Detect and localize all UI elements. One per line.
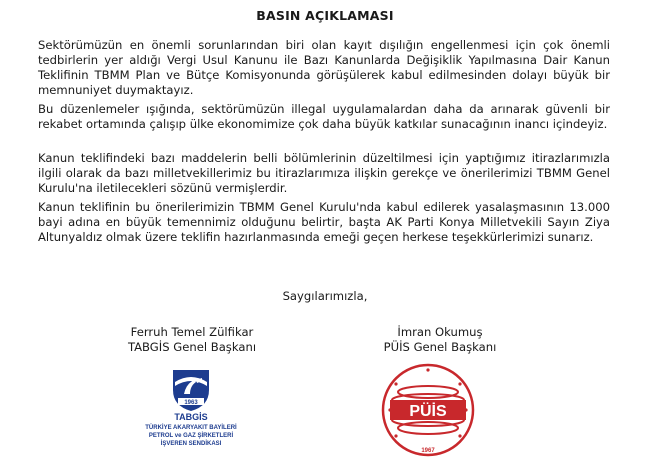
closing-salutation: Saygılarımızla, (282, 289, 368, 303)
paragraph-1: Sektörümüzün en önemli sorunlarından biri olan kayıt dışılığın engellenmesi için çok önemli tedbirlerin yer aldığı Vergi Usul Kanunu ile Bazı Kanunlarda Değişiklik Yapılmasına Dair Kanun Teklifinin TBMM Plan ve Bütçe Komisyonunda görüşülerek kabul edilmesinden dolayı büyük bir memnuniyet duymaktayız. (38, 38, 610, 97)
puis-year: 1967 (421, 448, 435, 454)
tabgis-emblem-icon (136, 368, 246, 412)
signatory-role: TABGİS Genel Başkanı (127, 340, 257, 354)
tabgis-logo (136, 368, 246, 458)
signatory-role: PÜİS Genel Başkanı (383, 340, 497, 354)
signature-block-left (72, 325, 312, 355)
tabgis-name: TABGİS (174, 412, 208, 422)
tabgis-year: 1963 (184, 400, 198, 406)
paragraph-4: Kanun teklifinin bu önerilerimizin TBMM Genel Kurulu'nda kabul edilerek yasalaşmasının 13.000 bayi adına en büyük temennimiz olduğunu belirtir, başta AK Parti Konya Milletvekili Sayın Ziya Altunyaldız olmak üzere teklifin hazırlanmasında emeği geçen herkese teşekkürlerimizi sunarız. (38, 200, 610, 244)
tabgis-line-3: İŞVEREN SENDİKASI (160, 441, 222, 447)
signature-block-right (320, 325, 560, 355)
puis-name: PÜİS (409, 403, 447, 420)
signatory-name: Ferruh Temel Zülfikar (130, 325, 254, 339)
paragraph-3: Kanun teklifindeki bazı maddelerin belli bölümlerinin düzeltilmesi için yaptığımız itirazlarımızla ilgili olarak da bazı milletvekillerimiz bu itirazlarımıza ilişkin gerekçe ve önerilerimizi TBMM Genel Kurulu'na iletilecekleri sözünü vermişlerdir. (38, 151, 610, 195)
puis-emblem-icon (376, 362, 481, 458)
document-title: BASIN AÇIKLAMASI (256, 8, 394, 23)
tabgis-line-2: PETROL ve GAZ ŞİRKETLERİ (148, 433, 234, 439)
puis-logo (376, 362, 481, 458)
signatory-name: İmran Okumuş (397, 325, 483, 339)
paragraph-2: Bu düzenlemeler ışığında, sektörümüzün illegal uygulamalardan daha da arınarak güvenli bir rekabet ortamında çalışıp ülke ekonomimize çok daha büyük katkılar sunacağının inancı içindeyiz. (38, 102, 610, 131)
tabgis-line-1: TÜRKİYE AKARYAKIT BAYİLERİ (145, 425, 237, 431)
